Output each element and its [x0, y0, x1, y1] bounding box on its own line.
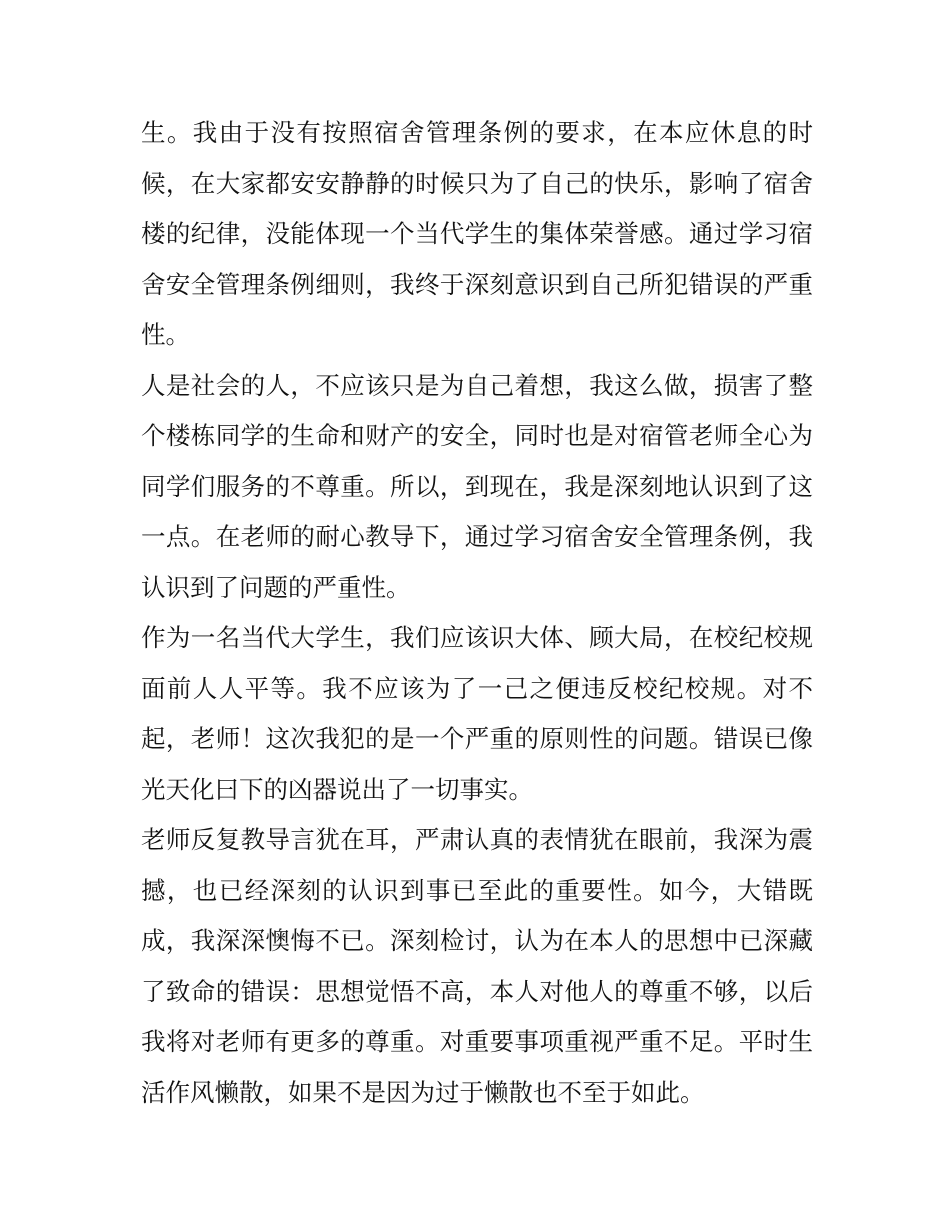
paragraph-4 [141, 815, 813, 1118]
text-line: 老师反复教导言犹在耳，严肃认真的表情犹在眼前，我深为震 [141, 825, 813, 854]
text-line: 作为一名当代大学生，我们应该识大体、顾大局，在校纪校规 [141, 623, 813, 652]
text-line: 起，老师！这次我犯的是一个严重的原则性的问题。错误已像 [141, 724, 813, 753]
text-line: 了致命的错误：思想觉悟不高，本人对他人的尊重不够，以后 [141, 976, 813, 1006]
text-line: 楼的纪律，没能体现一个当代学生的集体荣誉感。通过学习宿 [141, 219, 813, 248]
text-line: 个楼栋同学的生命和财产的安全，同时也是对宿管老师全心为 [141, 421, 813, 450]
text-line: 我将对老师有更多的尊重。对重要事项重视严重不足。平时生 [141, 1027, 813, 1056]
text-line: 成，我深深懊悔不已。深刻检讨，认为在本人的思想中已深藏 [141, 926, 813, 955]
paragraph-3 [141, 613, 813, 815]
text-line: 撼，也已经深刻的认识到事已至此的重要性。如今，大错既 [141, 875, 813, 905]
text-line: 一点。在老师的耐心教导下，通过学习宿舍安全管理条例，我 [141, 522, 813, 551]
text-line: 同学们服务的不尊重。所以，到现在，我是深刻地认识到了这 [141, 471, 813, 501]
text-line: 生。我由于没有按照宿舍管理条例的要求，在本应休息的时 [141, 118, 813, 147]
text-line: 候，在大家都安安静静的时候只为了自己的快乐，影响了宿舍 [141, 168, 813, 198]
text-line: 面前人人平等。我不应该为了一己之便违反校纪校规。对不 [141, 673, 813, 703]
paragraph-2 [141, 361, 813, 614]
text-line: 舍安全管理条例细则，我终于深刻意识到自己所犯错误的严重 [141, 269, 813, 299]
text-line: 性。 [141, 320, 190, 349]
text-line: 人是社会的人，不应该只是为自己着想，我这么做，损害了整 [141, 370, 813, 400]
text-line: 活作风懒散，如果不是因为过于懒散也不至于如此。 [141, 1077, 705, 1107]
text-line: 认识到了问题的严重性。 [141, 572, 411, 602]
paragraph-1 [141, 108, 813, 361]
document-body [141, 108, 813, 1118]
text-line: 光天化曰下的凶器说出了一切事实。 [141, 774, 533, 804]
